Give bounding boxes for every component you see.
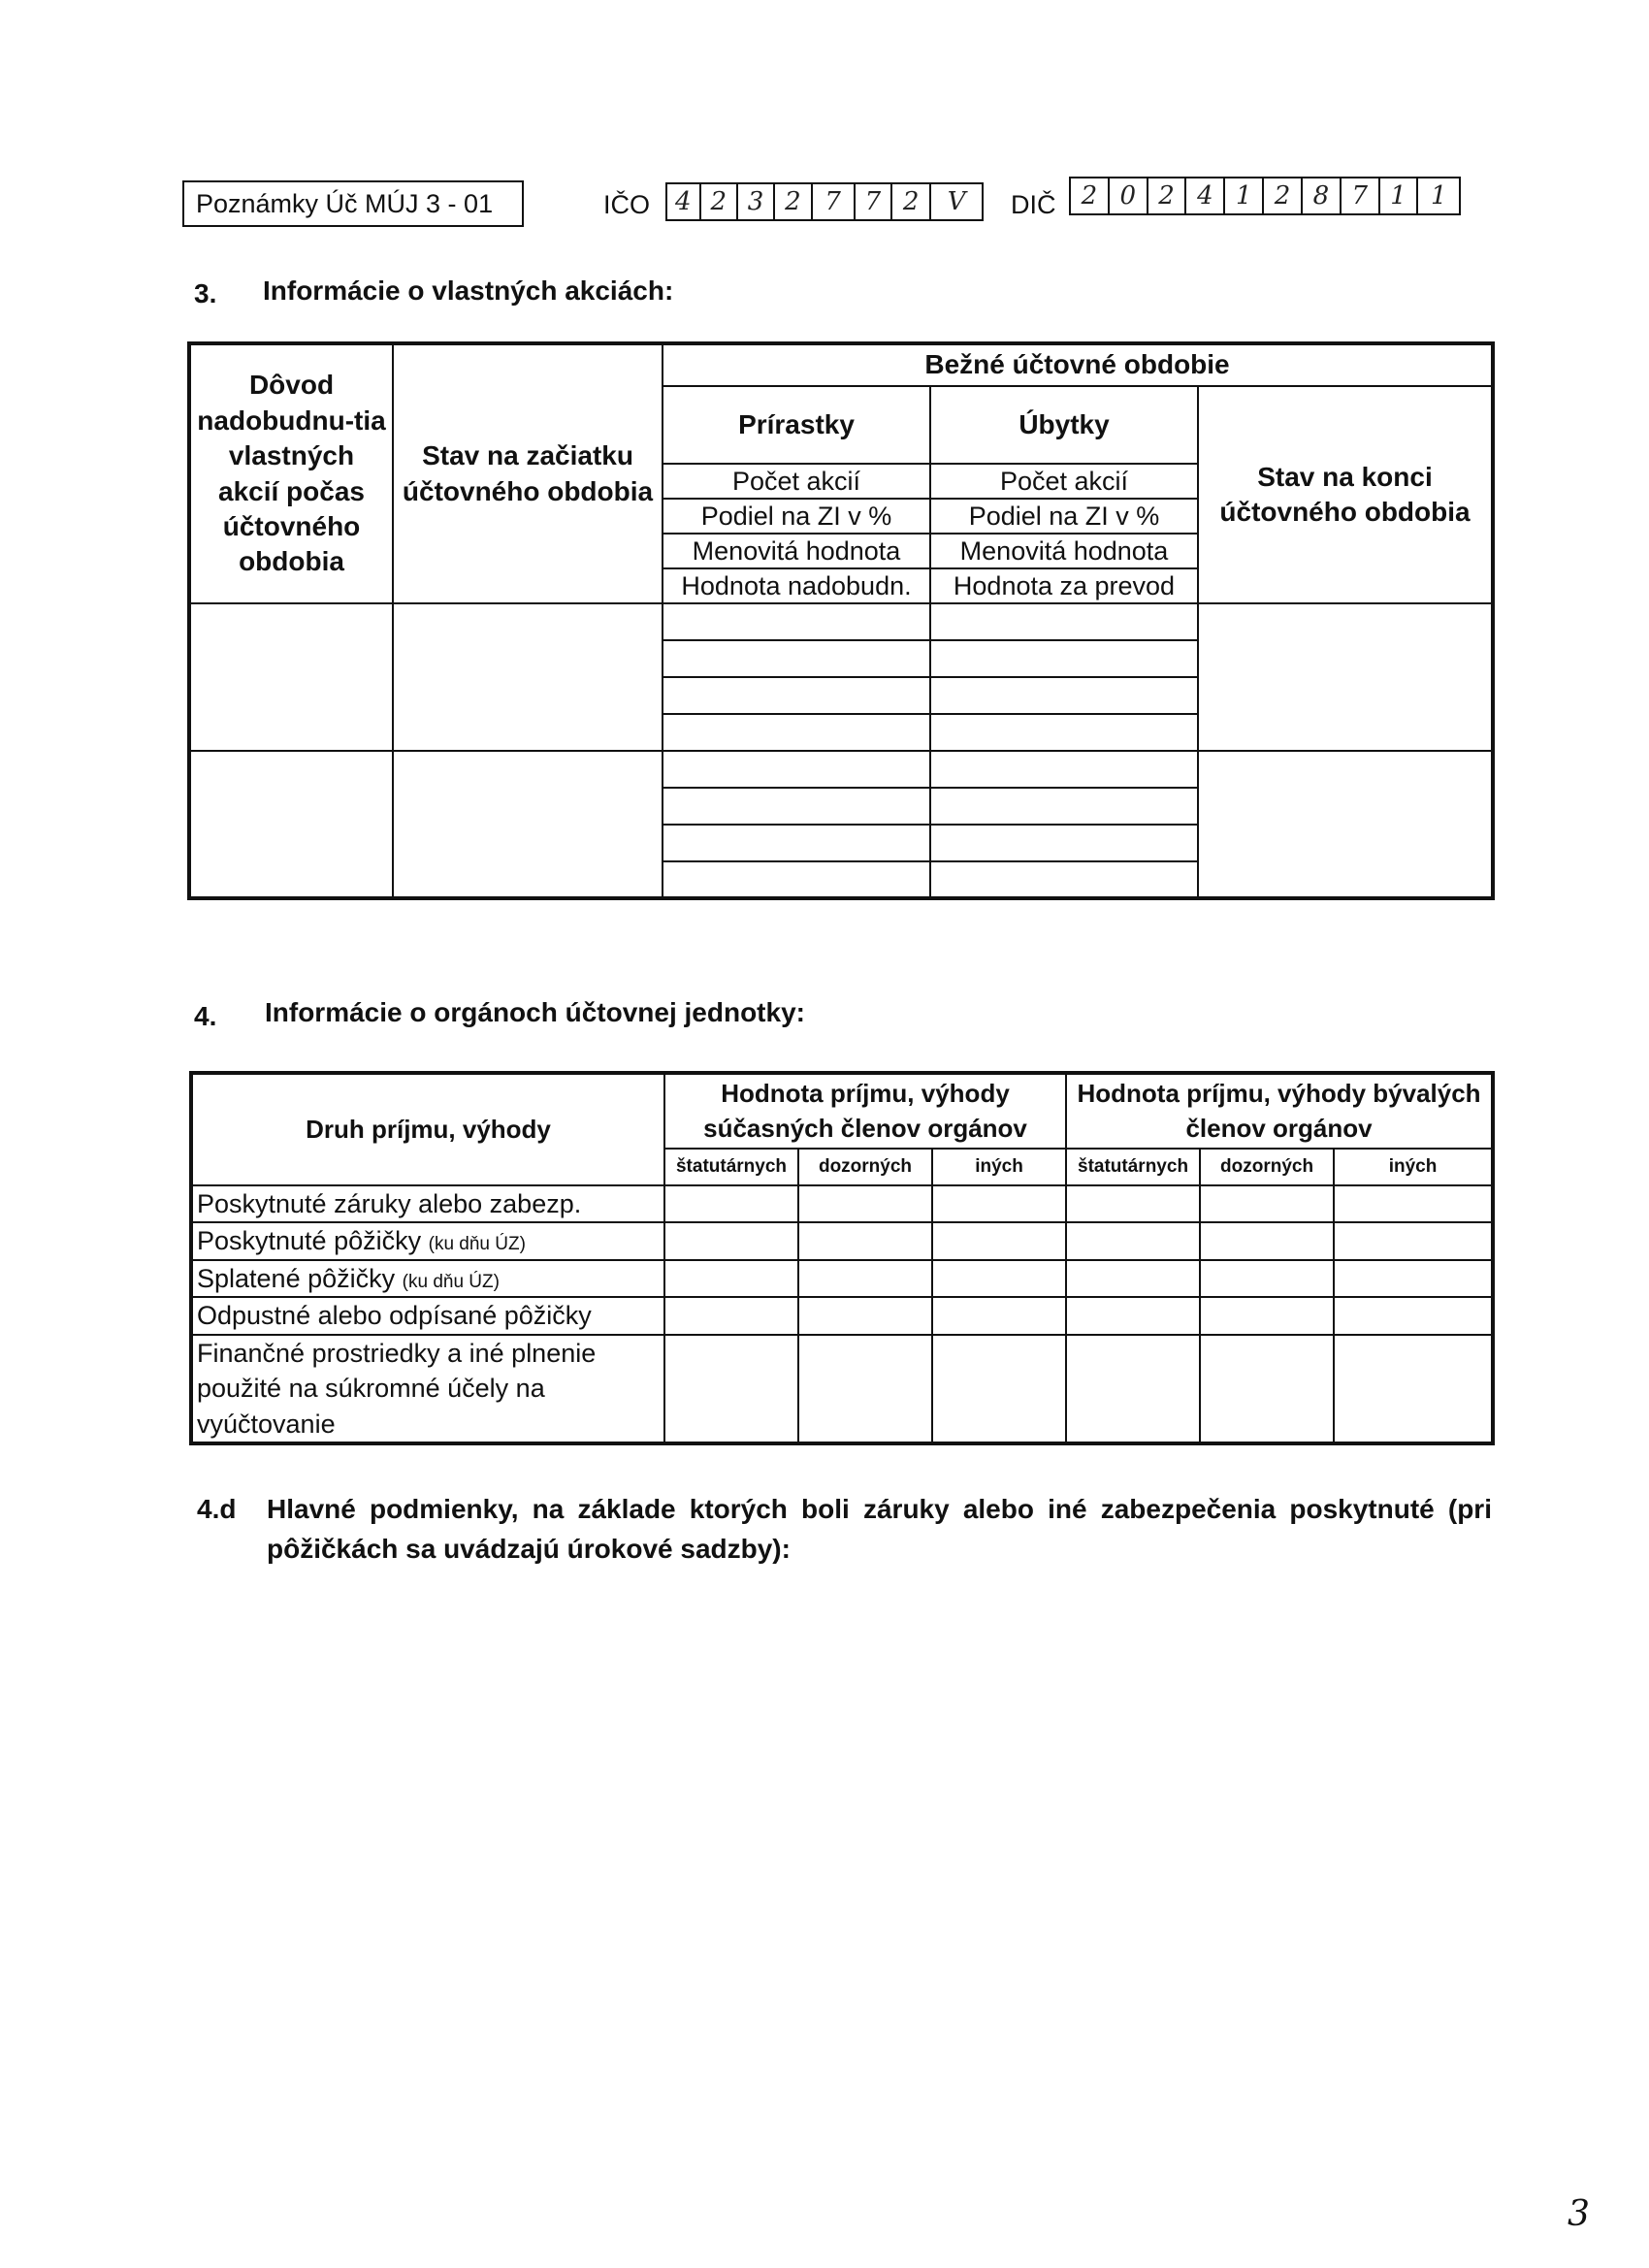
entry-cell[interactable] — [1334, 1297, 1493, 1334]
entry-cell[interactable] — [798, 1297, 932, 1334]
dic-digit: 1 — [1380, 178, 1419, 213]
col-start-header: Stav na začiatku účtovného obdobia — [393, 343, 663, 603]
ico-digit: 2 — [892, 184, 931, 219]
entry-cell[interactable] — [930, 677, 1198, 714]
bodies-table — [189, 1071, 1495, 1445]
dic-digit: 2 — [1071, 178, 1110, 213]
dic-digit: 2 — [1264, 178, 1303, 213]
col-type-header: Druh príjmu, výhody — [191, 1073, 664, 1185]
ico-digit: V — [947, 187, 966, 216]
entry-cell[interactable] — [932, 1335, 1066, 1443]
entry-cell[interactable] — [930, 640, 1198, 677]
subcol-supervisory: dozorných — [798, 1149, 932, 1185]
entry-cell[interactable] — [664, 1260, 798, 1297]
dic-digits — [1069, 177, 1461, 215]
additions-row: Podiel na ZI v % — [663, 499, 930, 534]
row-label-text: Splatené pôžičky — [197, 1263, 396, 1293]
entry-cell[interactable] — [1200, 1260, 1334, 1297]
entry-cell[interactable] — [664, 1222, 798, 1259]
entry-cell[interactable] — [393, 603, 663, 751]
entry-cell[interactable] — [1334, 1185, 1493, 1222]
additions-row: Hodnota nadobudn. — [663, 568, 930, 603]
col-end-header: Stav na konci účtovného obdobia — [1198, 386, 1493, 603]
dic-digit: 1 — [1225, 178, 1264, 213]
section4d-number: 4.d — [197, 1494, 237, 1524]
row-label — [191, 1260, 664, 1297]
entry-cell[interactable] — [664, 1335, 798, 1443]
ico-digits — [665, 182, 984, 221]
col-reason-header: Dôvod nadobudnu-tia vlastných akcií počas účtovného obdobia — [189, 343, 393, 603]
disposals-row: Hodnota za prevod — [930, 568, 1198, 603]
entry-cell[interactable] — [1066, 1297, 1200, 1334]
ico-digit: 2 — [701, 184, 738, 219]
dic-digit: 8 — [1303, 178, 1342, 213]
dic-digit: 4 — [1186, 178, 1225, 213]
ico-digit: 7 — [856, 184, 892, 219]
entry-cell[interactable] — [932, 1260, 1066, 1297]
disposals-row: Menovitá hodnota — [930, 534, 1198, 568]
dic-digit: 1 — [1430, 181, 1447, 211]
entry-cell[interactable] — [930, 603, 1198, 640]
entry-cell[interactable] — [1200, 1297, 1334, 1334]
subcol-other: iných — [932, 1149, 1066, 1185]
row-label — [191, 1335, 664, 1443]
own-shares-table — [187, 341, 1495, 900]
row-label-text: Poskytnuté záruky alebo zabezp. — [197, 1189, 582, 1218]
additions-row: Menovitá hodnota — [663, 534, 930, 568]
entry-cell[interactable] — [663, 861, 930, 898]
page-mark: 3 — [1568, 2194, 1590, 2234]
entry-cell[interactable] — [663, 714, 930, 751]
row-label — [191, 1297, 664, 1334]
section4d — [197, 1490, 1492, 1569]
entry-cell[interactable] — [798, 1260, 932, 1297]
row-label-text: Odpustné alebo odpísané pôžičky — [197, 1301, 592, 1331]
ico-digit: 7 — [813, 184, 856, 219]
ico-label: IČO — [603, 190, 651, 219]
section3-number: 3. — [194, 278, 217, 308]
current-period-header: Bežné účtovné obdobie — [663, 343, 1493, 386]
group-current-header: Hodnota príjmu, výhody súčasných členov orgánov — [664, 1073, 1066, 1149]
subcol-supervisory: dozorných — [1200, 1149, 1334, 1185]
entry-cell[interactable] — [393, 751, 663, 898]
entry-cell[interactable] — [663, 825, 930, 861]
entry-cell[interactable] — [798, 1185, 932, 1222]
entry-cell[interactable] — [932, 1297, 1066, 1334]
disposals-header: Úbytky — [930, 386, 1198, 464]
entry-cell[interactable] — [1198, 751, 1493, 898]
row-label-note: (ku dňu ÚZ) — [428, 1234, 526, 1255]
entry-cell[interactable] — [664, 1185, 798, 1222]
row-label-text: Finančné prostriedky a iné plnenie použité na súkromné účely na vyúčtovanie — [197, 1338, 597, 1439]
row-label-note: (ku dňu ÚZ) — [402, 1271, 500, 1292]
additions-row: Počet akcií — [663, 464, 930, 499]
row-label-text: Poskytnuté pôžičky — [197, 1226, 422, 1256]
group-former-header: Hodnota príjmu, výhody bývalých členov orgánov — [1066, 1073, 1493, 1149]
dic-digit: 2 — [1148, 178, 1187, 213]
entry-cell[interactable] — [932, 1222, 1066, 1259]
row-label — [191, 1185, 664, 1222]
entry-cell[interactable] — [798, 1335, 932, 1443]
entry-cell[interactable] — [930, 751, 1198, 788]
entry-cell[interactable] — [1200, 1335, 1334, 1443]
disposals-row: Počet akcií — [930, 464, 1198, 499]
entry-cell[interactable] — [1334, 1260, 1493, 1297]
entry-cell[interactable] — [663, 603, 930, 640]
entry-cell[interactable] — [189, 603, 393, 751]
additions-header: Prírastky — [663, 386, 930, 464]
entry-cell[interactable] — [663, 677, 930, 714]
entry-cell[interactable] — [663, 788, 930, 825]
section4-title: Informácie o orgánoch účtovnej jednotky: — [265, 997, 805, 1027]
entry-cell[interactable] — [798, 1222, 932, 1259]
entry-cell[interactable] — [930, 825, 1198, 861]
section4d-text: Hlavné podmienky, na základe ktorých boli záruky alebo iné zabezpečenia poskytnuté (pri pôžičkách sa uvádzajú úrokové sadzby): — [267, 1494, 1492, 1564]
entry-cell[interactable] — [663, 751, 930, 788]
ico-digit: 4 — [667, 184, 701, 219]
entry-cell[interactable] — [1334, 1222, 1493, 1259]
subcol-statutory: štatutárnych — [1066, 1149, 1200, 1185]
entry-cell[interactable] — [932, 1185, 1066, 1222]
dic-digit: 7 — [1342, 178, 1380, 213]
entry-cell[interactable] — [1066, 1222, 1200, 1259]
entry-cell[interactable] — [1334, 1335, 1493, 1443]
entry-cell[interactable] — [1198, 603, 1493, 751]
entry-cell[interactable] — [1200, 1222, 1334, 1259]
ico-digit: 2 — [775, 184, 812, 219]
section4-number: 4. — [194, 1001, 217, 1031]
ico-digit: 3 — [738, 184, 775, 219]
dic-label: DIČ — [1011, 190, 1056, 219]
entry-cell[interactable] — [663, 640, 930, 677]
entry-cell[interactable] — [930, 788, 1198, 825]
entry-cell[interactable] — [1200, 1185, 1334, 1222]
entry-cell[interactable] — [1066, 1185, 1200, 1222]
subcol-statutory: štatutárnych — [664, 1149, 798, 1185]
row-label — [191, 1222, 664, 1259]
entry-cell[interactable] — [189, 751, 393, 898]
section3-title: Informácie o vlastných akciách: — [263, 275, 674, 306]
disposals-row: Podiel na ZI v % — [930, 499, 1198, 534]
entry-cell[interactable] — [1066, 1260, 1200, 1297]
entry-cell[interactable] — [1066, 1335, 1200, 1443]
dic-digit: 0 — [1110, 178, 1148, 213]
form-label: Poznámky Úč MÚJ 3 - 01 — [182, 180, 524, 227]
subcol-other: iných — [1334, 1149, 1493, 1185]
entry-cell[interactable] — [930, 861, 1198, 898]
entry-cell[interactable] — [664, 1297, 798, 1334]
entry-cell[interactable] — [930, 714, 1198, 751]
